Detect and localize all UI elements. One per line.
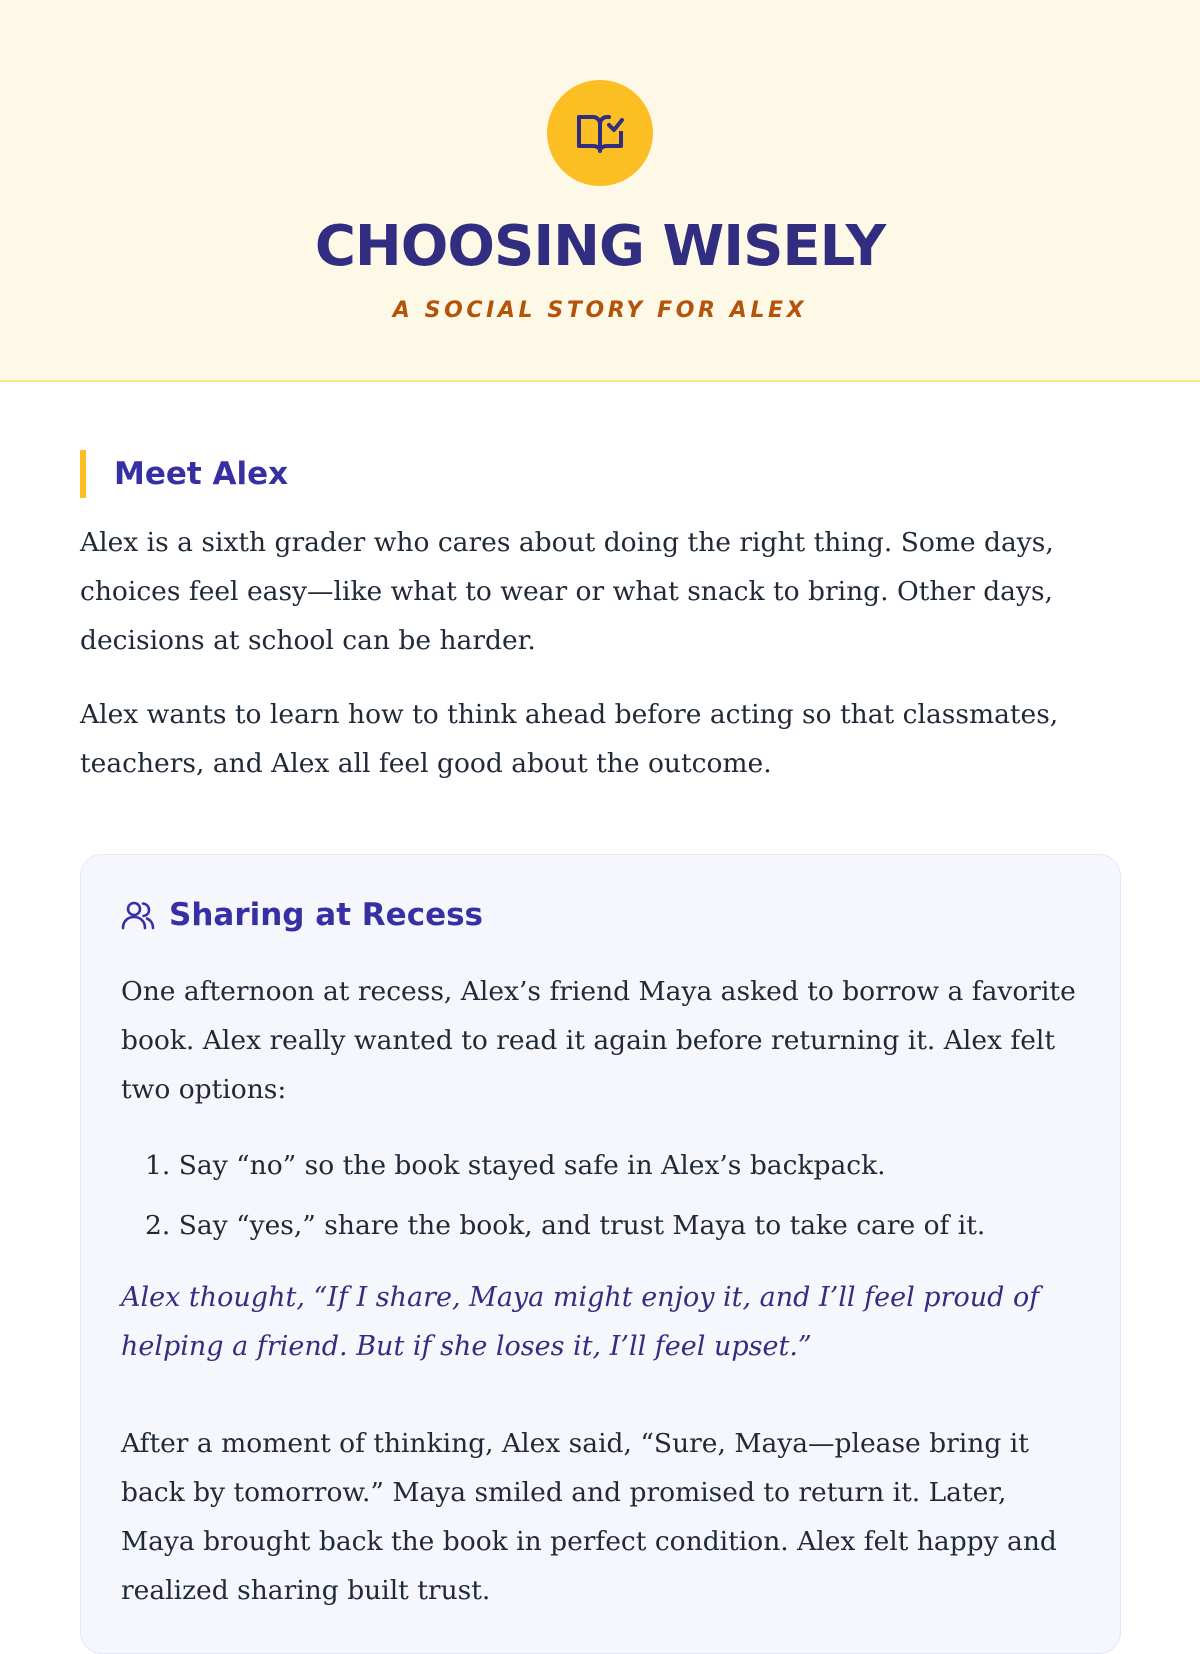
users-icon xyxy=(121,899,155,931)
section-heading-meet-alex: Meet Alex xyxy=(80,450,288,498)
page-title: CHOOSING WISELY xyxy=(314,214,886,279)
story-card xyxy=(80,854,1121,1654)
list-number: 2. xyxy=(145,1210,171,1241)
story-outcome: After a moment of thinking, Alex said, “Sure, Maya—please bring it back by tomorrow.” Maya smiled and promised to return it. Later, Maya brought back the book in perfect condition. Alex felt happy and realized sharing built trust. xyxy=(121,1428,1057,1606)
story-card-heading xyxy=(121,891,483,939)
story-heading-label: Sharing at Recess xyxy=(169,897,484,933)
story-intro: One afternoon at recess, Alex’s friend Maya asked to borrow a favorite book. Alex really wanted to read it again before returning it. Alex felt two options: xyxy=(121,976,1076,1105)
page-subtitle: A SOCIAL STORY FOR ALEX xyxy=(392,298,808,323)
logo-badge xyxy=(547,80,653,186)
list-text: Say “yes,” share the book, and trust Maya to take care of it. xyxy=(178,1210,986,1241)
intro-paragraph: Alex is a sixth grader who cares about doing the right thing. Some days, choices feel easy—like what to wear or what snack to bring. Other days, decisions at school can be harder. xyxy=(80,527,1054,656)
list-item xyxy=(145,1141,1065,1190)
list-number: 1. xyxy=(145,1150,171,1181)
story-header xyxy=(0,0,1200,382)
list-text: Say “no” so the book stayed safe in Alex’s backpack. xyxy=(178,1150,886,1181)
intro-paragraph: Alex wants to learn how to think ahead before acting so that classmates, teachers, and Alex all feel good about the outcome. xyxy=(80,699,1059,779)
open-book-check-icon xyxy=(575,111,625,155)
alex-thought-quote: Alex thought, “If I share, Maya might enjoy it, and I’ll feel proud of helping a friend. But if she loses it, I’ll feel upset.” xyxy=(121,1282,1040,1362)
list-item xyxy=(145,1201,1065,1250)
